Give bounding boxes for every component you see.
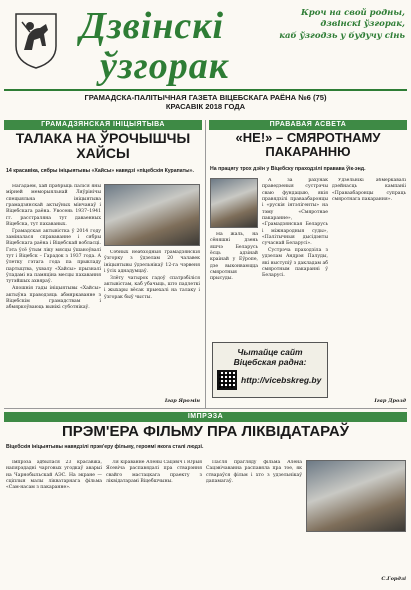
left-section-bar: ГРАМАДЗЯНСКАЯ ІНІЦЫЯТЫВА bbox=[4, 120, 202, 130]
right-article-author: Ігар Дрозд bbox=[374, 398, 406, 404]
right-para-2: Сустрэча праходзіла з удзелам Андрэя Палуды, які выступіў з дакладам аб смяротным пакаранні ў Беларусі. bbox=[262, 248, 328, 279]
right-para-4: Удзельнікі абмеркавалі дзейнасць кампаніі «Праваабаронцы супраць смяротнага пакарання». bbox=[332, 178, 406, 202]
right-para-3: На жаль, на сёняшні дзень яшчэ Беларусь ёсць адзінай краінай у Еўропе, дзе выконваюцца смяротныя прысуды. bbox=[210, 232, 258, 282]
masthead-title-line1: Дзвінскі bbox=[80, 5, 225, 47]
right-para-1: А за рахунак праведзеныя сустрэчы сваю фундацыю, якія правядзілі праваабаронцы і «рускія інтэлігенты» на тэму «Смяротнае пакаранне», «Грамадзянская Беларусь і міжнародныя суды», «Палітычныя дысідэнты сучаснай Беларусі». bbox=[262, 178, 328, 247]
left-para-3: Апошнія гады ініцыятывы «Хайсы» актыўна праводзяць абмяркаванне з Віцебскім грамадствам і абмяркоўваюць вынікі суботнікаў. bbox=[6, 286, 101, 311]
bottom-article-col3 bbox=[206, 460, 302, 584]
bottom-para-3: Пасля прагляду фільма Алена Сацэвічаванна распавяла пра тое, як ствараўся фільм і хто з удзельнікаў дапамагаў. bbox=[206, 460, 302, 484]
masthead-date: КРАСАВІК 2018 ГОДА bbox=[165, 102, 246, 112]
qr-code-icon bbox=[217, 370, 237, 390]
site-promo-heading2: Віцебская радна: bbox=[233, 357, 307, 367]
right-section-bar: ПРАВАВАЯ АСВЕТА bbox=[209, 120, 407, 130]
right-article-title: «НЕ!» – СМЯРОТНАМУ ПАКАРАННЮ bbox=[235, 130, 381, 160]
masthead-subtitle-text: ГРАМАДСКА-ПАЛІТЫЧНАЯ ГАЗЕТА ВІЦЕБСКАГА РАЁНА №6 (75) bbox=[84, 93, 327, 102]
masthead-rule bbox=[4, 89, 407, 91]
left-article-photo bbox=[104, 184, 200, 246]
right-article-lead: На працягу трох дзён у Віцебску праходзілі правава ўік-энд. bbox=[210, 166, 366, 172]
bottom-article-author: С.Гордзі bbox=[381, 576, 406, 582]
section-divider bbox=[4, 408, 407, 409]
left-article-author: Ігар Яромін bbox=[164, 398, 200, 404]
right-article-photo bbox=[210, 178, 258, 228]
site-promo-heading1: Чытайце сайт bbox=[237, 347, 303, 357]
pahonia-logo bbox=[6, 6, 66, 70]
site-promo-box bbox=[212, 342, 328, 398]
masthead-motto: Кроч на свой родны, дзвінскі ўзгорак, каб ўзгодзь у будучу сінь bbox=[279, 8, 405, 41]
left-article-title: ТАЛАКА НА ЎРОЧЫШЧЫ ХАЙСЫ bbox=[15, 130, 191, 161]
bottom-article-lead: Віцебскія ініцыятывы навядзілі прэм'еру фільму, героямі якога сталі людзі. bbox=[6, 444, 204, 450]
bottom-article-photo bbox=[306, 460, 406, 532]
bottom-article-col2 bbox=[106, 460, 202, 584]
column-divider bbox=[205, 120, 206, 408]
bottom-article-col1 bbox=[6, 460, 102, 584]
left-para-5: Злёту чатырох гадоў спатрэбіліся актывістам, каб убачыць, што падлеткі і жыхары вёсак прыехалі на талаку і ўзгорак быў чысты. bbox=[104, 275, 200, 300]
bottom-para-1: Імпрэза адбылася 23 красавіка, напярэдадні чарговых угодкаў аварыі на Чарнобыльскай АЭС. На экране — сціплыя малы лікватарнага фільма «Сам-насам з пакаранне». bbox=[6, 460, 102, 491]
left-para-2: Грамадская актывістка ў 2014 году заміналася справаванне і сябры Віцебскага раёна і Віцебскай вобласці. Гэта ўсё ўтым ліку мясцы ўшаноўвалі тут і Віцебск – Гарадок з 1937 года. А ўлетку гэтага года па прыкладу партыцтва, ухвалу «Хайсы» прызналі ўладамі на памяціна месцы пахавання тутэйшых ахвяраў. bbox=[6, 228, 101, 285]
bottom-para-2: Ля кіраванне Алены Сацэвіч і Юрыя Ясевіча распавядалі пра стварэння свайго мастацкага праекту з ліквідатарамі Віцебшчыны. bbox=[106, 460, 202, 484]
right-article-col0 bbox=[210, 232, 258, 338]
right-article-col2 bbox=[332, 178, 406, 398]
left-article-lead: 14 красавіка, сябры ініцыятывы «Хайсы» навядзі «піцебскія Курапаты». bbox=[6, 168, 194, 174]
masthead-title-line2: ўзгорак bbox=[100, 45, 229, 87]
left-article-col2 bbox=[104, 250, 200, 394]
left-para-1: Нагадаем, хай прабрыць паліся яны мірней меморыяльнай Ляўрінічы спецыяльна ініцыятыва грамадзянскай актыўных мінчанаў і Віцебскага раёна. Увосень 1937–1941 гг. расстраляна тут даваенных Віцебска, тут пахаваных. bbox=[6, 184, 101, 227]
bottom-section-bar: ІМПРЭЗА bbox=[4, 412, 407, 422]
right-article-col1 bbox=[262, 178, 328, 338]
left-para-4: Собных неабходныя грамадзянскія ўзгорку з ўдзелам 20 чалавек ініцыятывы ўдзельнікаў 12-га чэрвеня і ўсіх аднадумцаў. bbox=[104, 250, 200, 274]
masthead-subtitle bbox=[0, 93, 411, 111]
bottom-article-title: ПРЭМ'ЕРА ФІЛЬМУ ПРА ЛІКВІДАТАРАЎ bbox=[61, 423, 350, 440]
left-article-col1 bbox=[6, 184, 101, 394]
site-promo-url[interactable]: http://vicebskreg.by bbox=[241, 375, 322, 385]
